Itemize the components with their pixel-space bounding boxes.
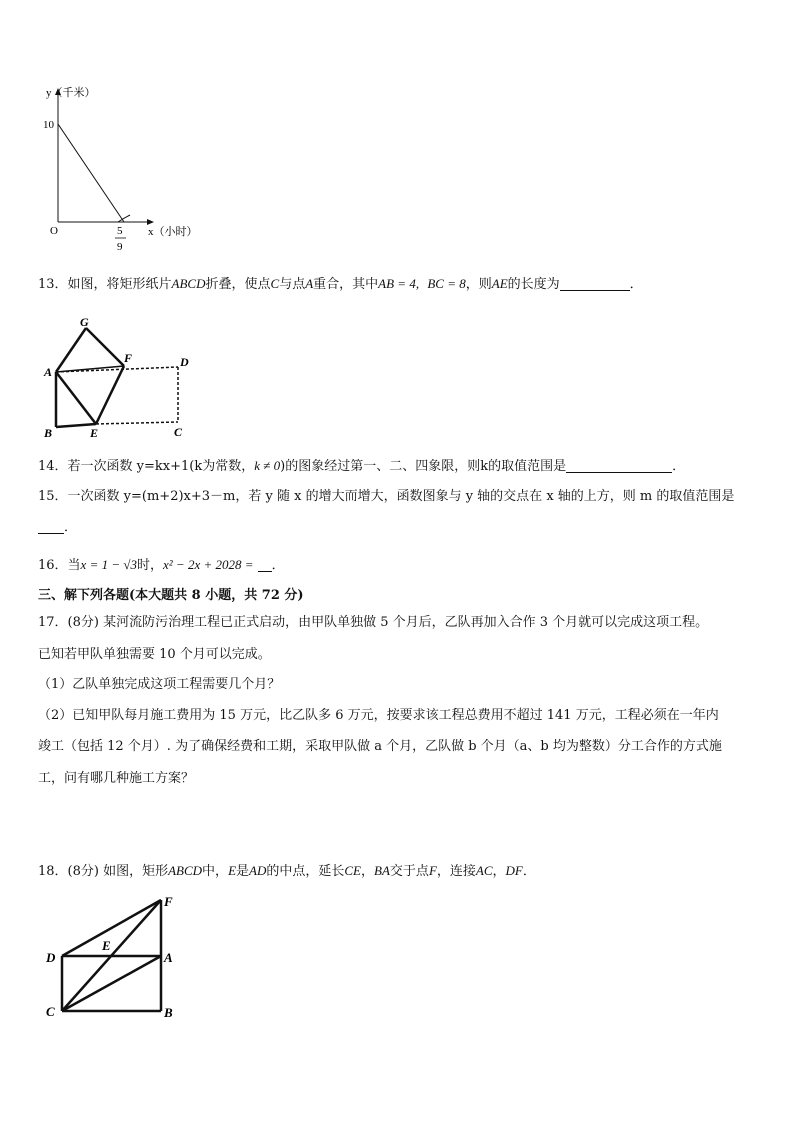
dashed-ad <box>56 367 178 372</box>
label-e: E <box>102 938 111 953</box>
x-axis-arrow <box>147 219 154 225</box>
y-tick-10: 10 <box>43 119 54 131</box>
dashed-ec <box>96 422 178 424</box>
segment-ae <box>56 372 96 424</box>
question-17-line2: 已知若甲队单独需要 10 个月可以完成。 <box>38 647 271 662</box>
question-14: 14．若一次函数 y=kx+1(k为常数，k ≠ 0)的图象经过第一、二、四象限，则k的取值范围是 ． <box>38 458 686 474</box>
label-b: B <box>44 426 53 440</box>
question-17-sub2-line1: （2）已知甲队每月施工费用为 15 万元，比乙队多 6 万元，按要求该工程总费用不超过 141 万元，工程必须在一年内 <box>38 708 719 723</box>
answer-blank-14 <box>566 458 672 473</box>
label-d: D <box>180 355 189 369</box>
answer-blank-15 <box>38 519 64 534</box>
answer-blank-16 <box>258 557 272 572</box>
question-15-cont: ． <box>38 518 77 538</box>
label-d: D <box>46 950 56 965</box>
label-c: C <box>174 425 183 439</box>
question-15: 15．一次函数 y=(m+2)x+3－m，若 y 随 x 的增大而增大，函数图象与 y 轴的交点在 x 轴的上方，则 m 的取值范围是 <box>38 489 735 504</box>
segment-fe <box>96 366 124 424</box>
segment-ca <box>62 956 161 1011</box>
question-17-sub2-line2: 竣工（包括 12 个月）. 为了确保经费和工期，采取甲队做 a 个月，乙队做 b 个月（a、b 均为整数）分工合作的方式施 <box>38 739 722 754</box>
segment-df <box>62 900 161 956</box>
x-tick-numerator: 5 <box>117 225 123 237</box>
question-17-sub1: （1）乙队单独完成这项工程需要几个月？ <box>38 677 281 692</box>
question-17-line1: 17．(8分) 某河流防污治理工程已正式启动，由甲队单独做 5 个月后，乙队再加入合作 3 个月就可以完成这项工程。 <box>38 615 709 630</box>
label-g: G <box>80 315 89 329</box>
section-3-heading: 三、解下列各题(本大题共 8 小题，共 72 分) <box>38 588 304 603</box>
label-a: A <box>44 365 53 379</box>
label-a: A <box>164 950 173 965</box>
answer-blank-13 <box>560 276 630 291</box>
segment-ag <box>56 328 86 372</box>
graph-line <box>58 124 124 222</box>
segment-gf <box>86 328 124 366</box>
rectangle-extension-figure <box>38 890 198 1025</box>
label-b: B <box>164 1005 173 1020</box>
label-f: F <box>164 894 173 909</box>
label-f: F <box>124 351 133 365</box>
question-18: 18．(8分) 如图，矩形ABCD中，E是AD的中点，延长CE，BA交于点F，连接AC，DF． <box>38 863 536 879</box>
question-17-sub2-line3: 工，问有哪几种施工方案？ <box>38 771 195 786</box>
origin-label: O <box>50 225 58 237</box>
folded-rectangle-figure <box>38 312 198 442</box>
x-axis-label: x（小时） <box>148 226 198 238</box>
x-tick-denominator: 9 <box>117 241 123 253</box>
question-13: 13．如图，将矩形纸片ABCD折叠，使点C与点A重合，其中AB = 4, BC = 8，则AE的长度为 ． <box>38 276 643 292</box>
distance-time-graph <box>38 82 208 257</box>
label-e: E <box>90 426 99 440</box>
y-axis-label: y（千米） <box>46 87 96 99</box>
label-c: C <box>46 1004 55 1019</box>
question-16: 16．当x = 1 − √3时，x² − 2x + 2028 = ． <box>38 557 285 573</box>
